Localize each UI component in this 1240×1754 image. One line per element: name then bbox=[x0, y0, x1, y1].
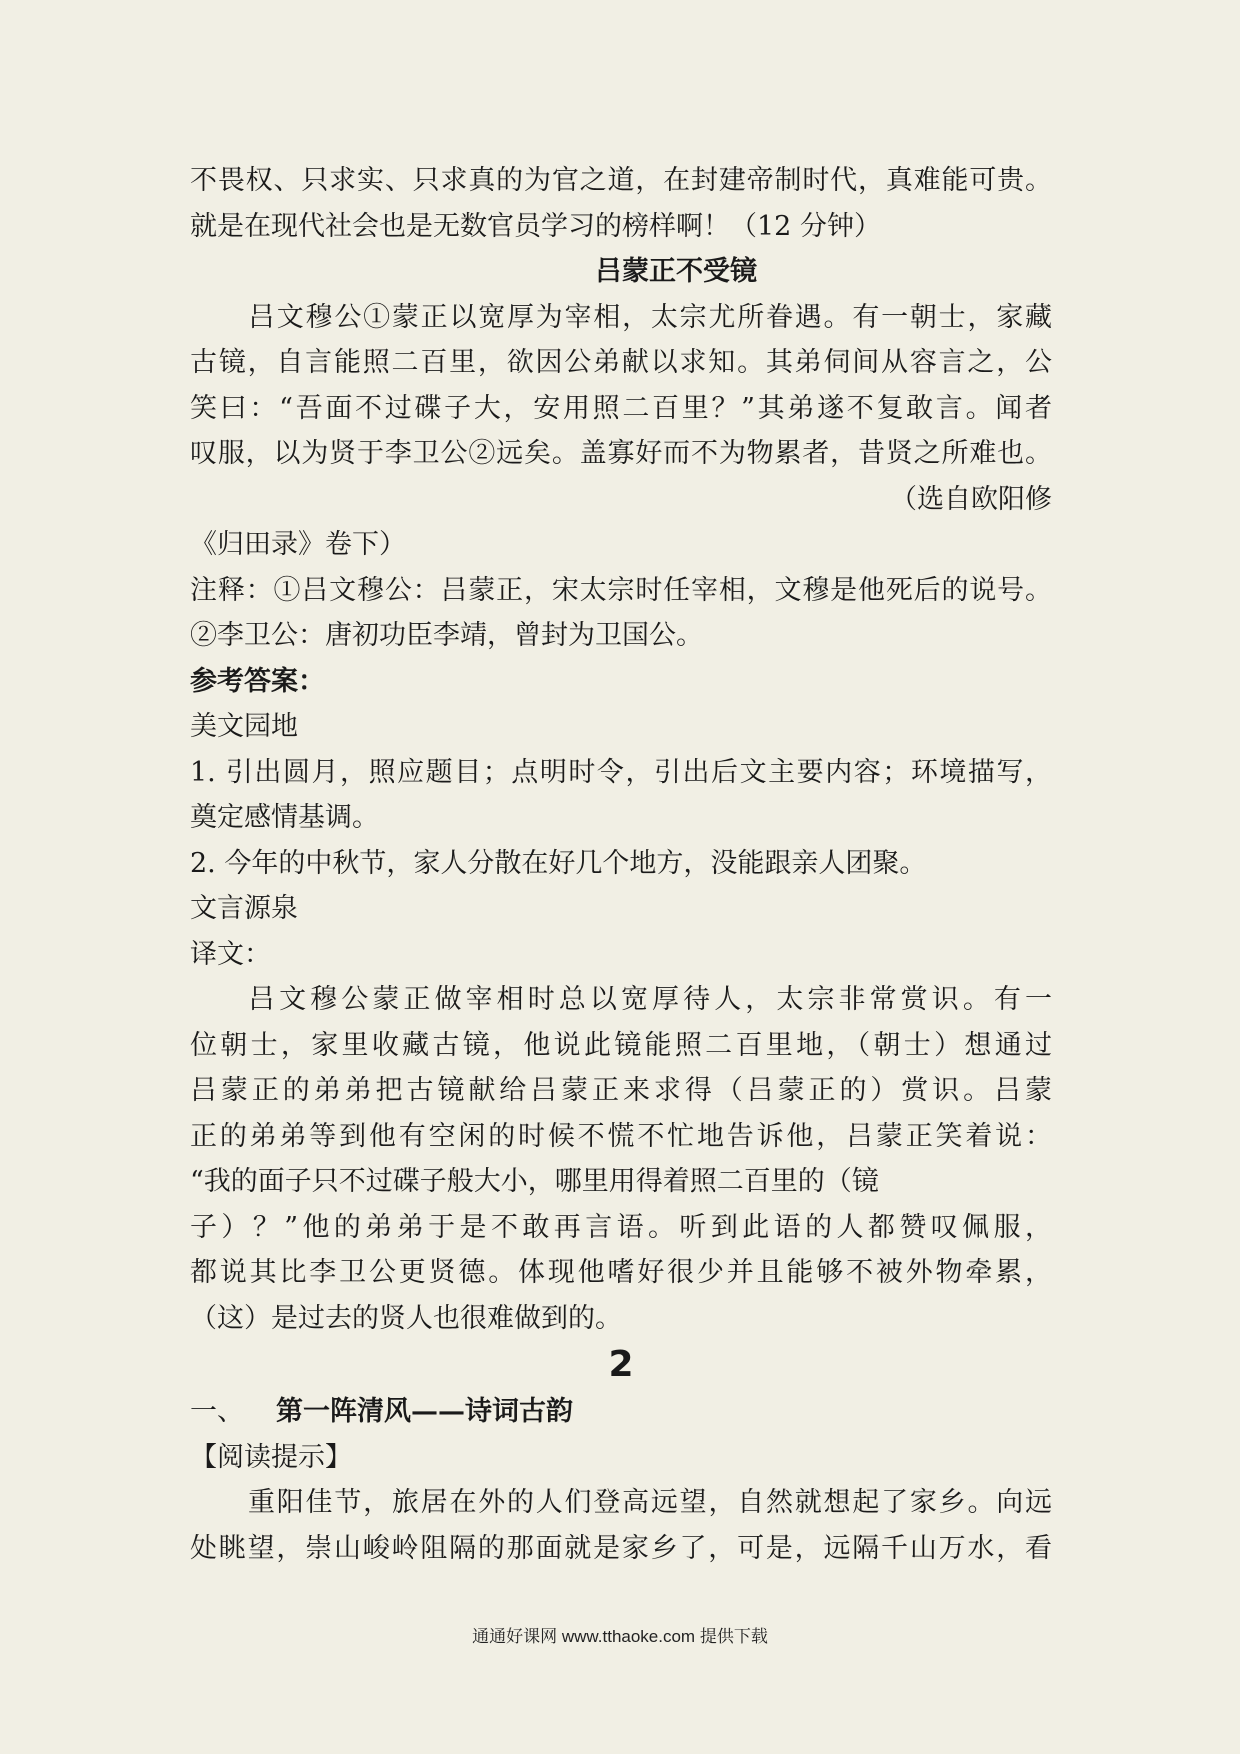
section-number: 2 bbox=[608, 1344, 634, 1385]
classical-text-line: 古镜，自言能照二百里，欲因公弟献以求知。其弟伺间从容言之，公 bbox=[190, 347, 1052, 378]
answer-item: 1. 引出圆月，照应题目；点明时令，引出后文主要内容；环境描写， bbox=[190, 756, 1052, 788]
text-line: 不畏权、只求实、只求真的为官之道，在封建帝制时代，真难能可贵。 bbox=[190, 165, 1052, 196]
answer-item: 奠定感情基调。 bbox=[190, 802, 379, 833]
text-line: 就是在现代社会也是无数官员学习的榜样啊！（12 分钟） bbox=[190, 210, 881, 242]
translation-line: （这）是过去的贤人也很难做到的。 bbox=[190, 1302, 622, 1334]
classical-text-line: 笑曰：“吾面不过碟子大，安用照二百里？”其弟遂不复敢言。闻者 bbox=[190, 392, 1052, 424]
annotation-note: ②李卫公：唐初功臣李靖，曾封为卫国公。 bbox=[190, 620, 703, 651]
translation-line: 子）？”他的弟弟于是不敢再言语。听到此语的人都赞叹佩服， bbox=[190, 1211, 1052, 1243]
classical-text-title: 吕蒙正不受镜 bbox=[595, 256, 757, 287]
document-body bbox=[190, 158, 1052, 1571]
source-citation: 《归田录》卷下） bbox=[190, 529, 406, 560]
part-title: 第一阵清风——诗词古韵 bbox=[276, 1396, 573, 1427]
translation-label: 译文： bbox=[190, 938, 271, 970]
translation-line: 位朝士，家里收藏古镜，他说此镜能照二百里地，（朝士）想通过 bbox=[190, 1029, 1052, 1061]
translation-line: 吕蒙正的弟弟把古镜献给吕蒙正来求得（吕蒙正的）赏识。吕蒙 bbox=[190, 1075, 1052, 1106]
answers-section-label: 文言源泉 bbox=[190, 893, 298, 924]
answers-heading: 参考答案： bbox=[190, 665, 325, 697]
answer-item: 2. 今年的中秋节，家人分散在好几个地方，没能跟亲人团聚。 bbox=[190, 847, 927, 879]
reading-hint-line: 处眺望，崇山峻岭阻隔的那面就是家乡了，可是，远隔千山万水，看 bbox=[190, 1532, 1052, 1564]
translation-line: 吕文穆公蒙正做宰相时总以宽厚待人，太宗非常赏识。有一 bbox=[248, 984, 1052, 1015]
source-citation: （选自欧阳修 bbox=[890, 483, 1052, 515]
classical-text-line: 吕文穆公①蒙正以宽厚为宰相，太宗尤所眷遇。有一朝士，家藏 bbox=[248, 301, 1052, 333]
translation-line: 都说其比李卫公更贤德。体现他嗜好很少并且能够不被外物牵累， bbox=[190, 1257, 1052, 1288]
reading-hint-line: 重阳佳节，旅居在外的人们登高远望，自然就想起了家乡。向远 bbox=[248, 1487, 1052, 1518]
page-footer: 通通好课网 www.tthaoke.com 提供下载 bbox=[472, 1627, 768, 1646]
translation-line: “我的面子只不过碟子般大小，哪里用得着照二百里的（镜 bbox=[190, 1166, 879, 1197]
answers-section-label: 美文园地 bbox=[190, 711, 298, 742]
part-number: 一、 bbox=[190, 1396, 244, 1427]
annotation-note: 注释：①吕文穆公：吕蒙正，宋太宗时任宰相，文穆是他死后的说号。 bbox=[190, 574, 1052, 606]
reading-hint-label: 【阅读提示】 bbox=[190, 1441, 352, 1473]
classical-text-line: 叹服，以为贤于李卫公②远矣。盖寡好而不为物累者，昔贤之所难也。 bbox=[190, 438, 1052, 469]
part-heading bbox=[190, 1389, 1052, 1435]
translation-line: 正的弟弟等到他有空闲的时候不慌不忙地告诉他，吕蒙正笑着说： bbox=[190, 1120, 1052, 1152]
